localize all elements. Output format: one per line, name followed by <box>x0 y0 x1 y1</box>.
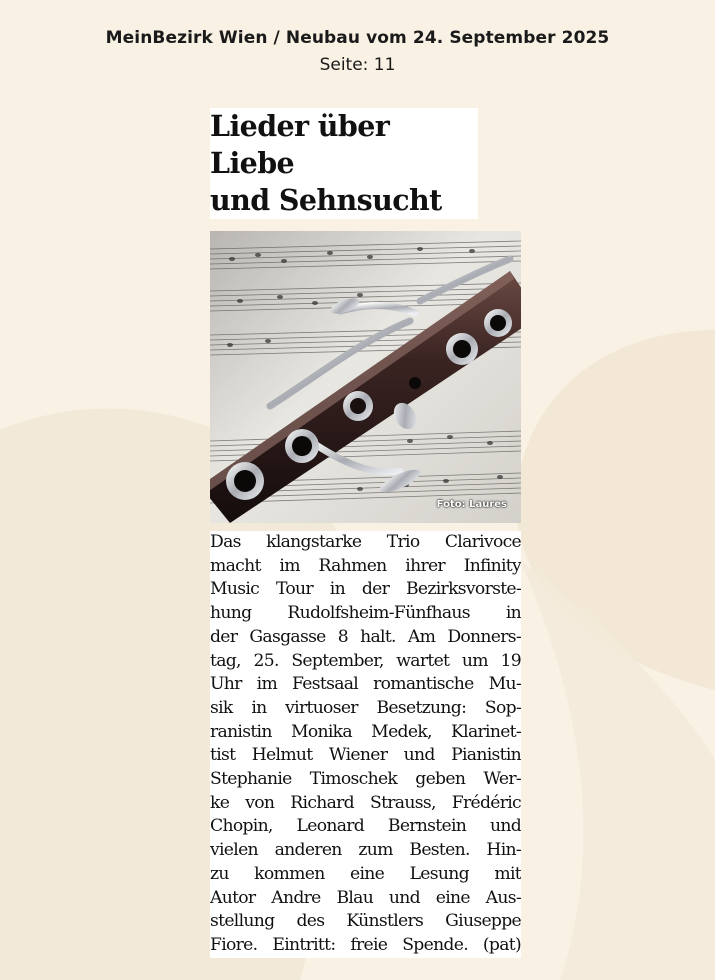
body-line: hung Rudolfsheim-Fünfhaus in <box>210 603 521 624</box>
body-line: der Gasgasse 8 halt. Am Donners- <box>210 626 521 647</box>
body-line: Fiore. Eintritt: freie Spende. (pat) <box>210 934 521 955</box>
body-line: ranistin Monika Medek, Klarinet- <box>210 721 521 742</box>
article-body <box>210 531 521 958</box>
body-line: vielen anderen zum Besten. Hin- <box>210 840 521 861</box>
headline-line: und Sehnsucht <box>210 183 442 217</box>
headline-line: Lieder über Liebe <box>210 109 390 180</box>
page-number: Seite: 11 <box>319 55 396 75</box>
body-line: sik in virtuoser Besetzung: Sop- <box>210 697 521 718</box>
body-line: Uhr im Festsaal romantische Mu- <box>210 674 521 695</box>
article-clipping <box>210 108 521 958</box>
source-line: MeinBezirk Wien / Neubau vom 24. September 2025 <box>105 28 610 48</box>
article-photo <box>210 231 521 523</box>
body-line: tist Helmut Wiener und Pianistin <box>210 745 521 766</box>
body-line: Stephanie Timoschek geben Wer- <box>210 769 521 790</box>
clarinet-sheet-music-image <box>210 231 521 523</box>
body-line: zu kommen eine Lesung mit <box>210 863 521 884</box>
photo-credit: Foto: Laures <box>436 499 507 510</box>
body-line: ke von Richard Strauss, Frédéric <box>210 792 521 813</box>
body-line: Music Tour in der Bezirksvorste- <box>210 579 521 600</box>
body-line: Chopin, Leonard Bernstein und <box>210 816 521 837</box>
body-line: stellung des Künstlers Giuseppe <box>210 911 521 932</box>
body-line: macht im Rahmen ihrer Infinity <box>210 555 521 576</box>
article-headline <box>210 108 478 219</box>
body-line: Das klangstarke Trio Clarivoce <box>210 532 521 552</box>
body-line: tag, 25. September, wartet um 19 <box>210 650 521 671</box>
body-line: Autor Andre Blau und eine Aus- <box>210 887 521 908</box>
